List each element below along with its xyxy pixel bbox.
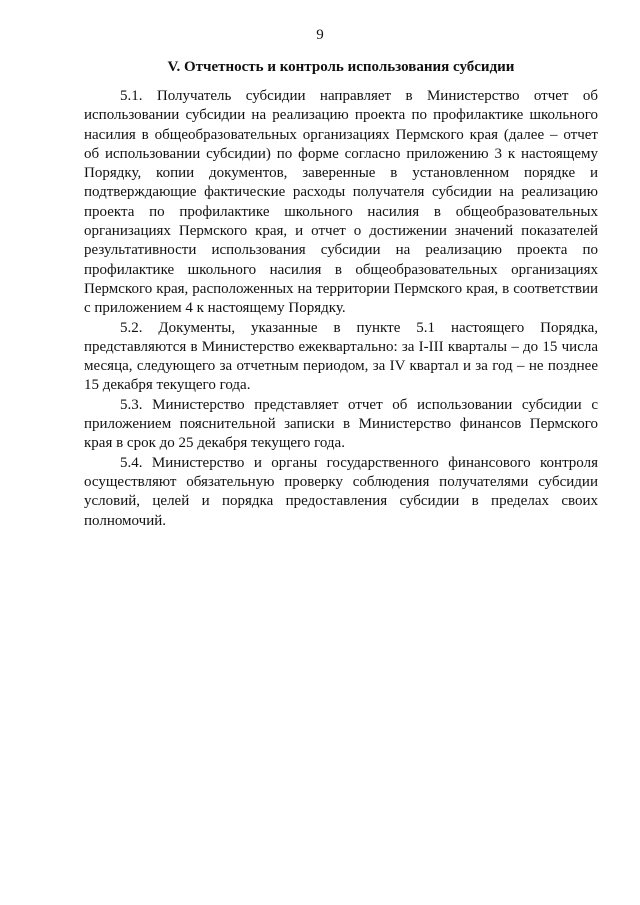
paragraph-5-1: 5.1. Получатель субсидии направляет в Министерство отчет об использовании субсидии на реализацию проекта по профилактике школьного насилия в общеобразовательных организациях Пермского края (далее – отчет об использовании субсидии) по форме согласно приложению 3 к настоящему Порядку, копии документов, заверенные в установленном порядке и подтверждающие фактические расходы получателя субсидии на реализацию проекта по профилактике школьного насилия в общеобразовательных организациях Пермского края, и отчет о достижении значений показателей результативности использования субсидии на реализацию проекта по профилактике школьного насилия в общеобразовательных организациях Пермского края, расположенных на территории Пермского края, в соответствии с приложением 4 к настоящему Порядку. <box>84 88 598 317</box>
page-number: 9 <box>316 27 324 43</box>
document-body <box>84 58 598 531</box>
paragraph-5-4: 5.4. Министерство и органы государственного финансового контроля осуществляют обязательную проверку соблюдения получателями субсидии условий, целей и порядка предоставления субсидии в пределах своих полномочий. <box>84 454 598 529</box>
section-title: V. Отчетность и контроль использования субсидии <box>167 59 515 75</box>
paragraph-5-2: 5.2. Документы, указанные в пункте 5.1 настоящего Порядка, представляются в Министерство ежеквартально: за I-III кварталы – до 15 числа месяца, следующего за отчетным периодом, за IV квартал и за год – не позднее 15 декабря текущего года. <box>84 319 598 394</box>
paragraph-5-3: 5.3. Министерство представляет отчет об использовании субсидии с приложением пояснительной записки в Министерство финансов Пермского края в срок до 25 декабря текущего года. <box>84 396 598 452</box>
